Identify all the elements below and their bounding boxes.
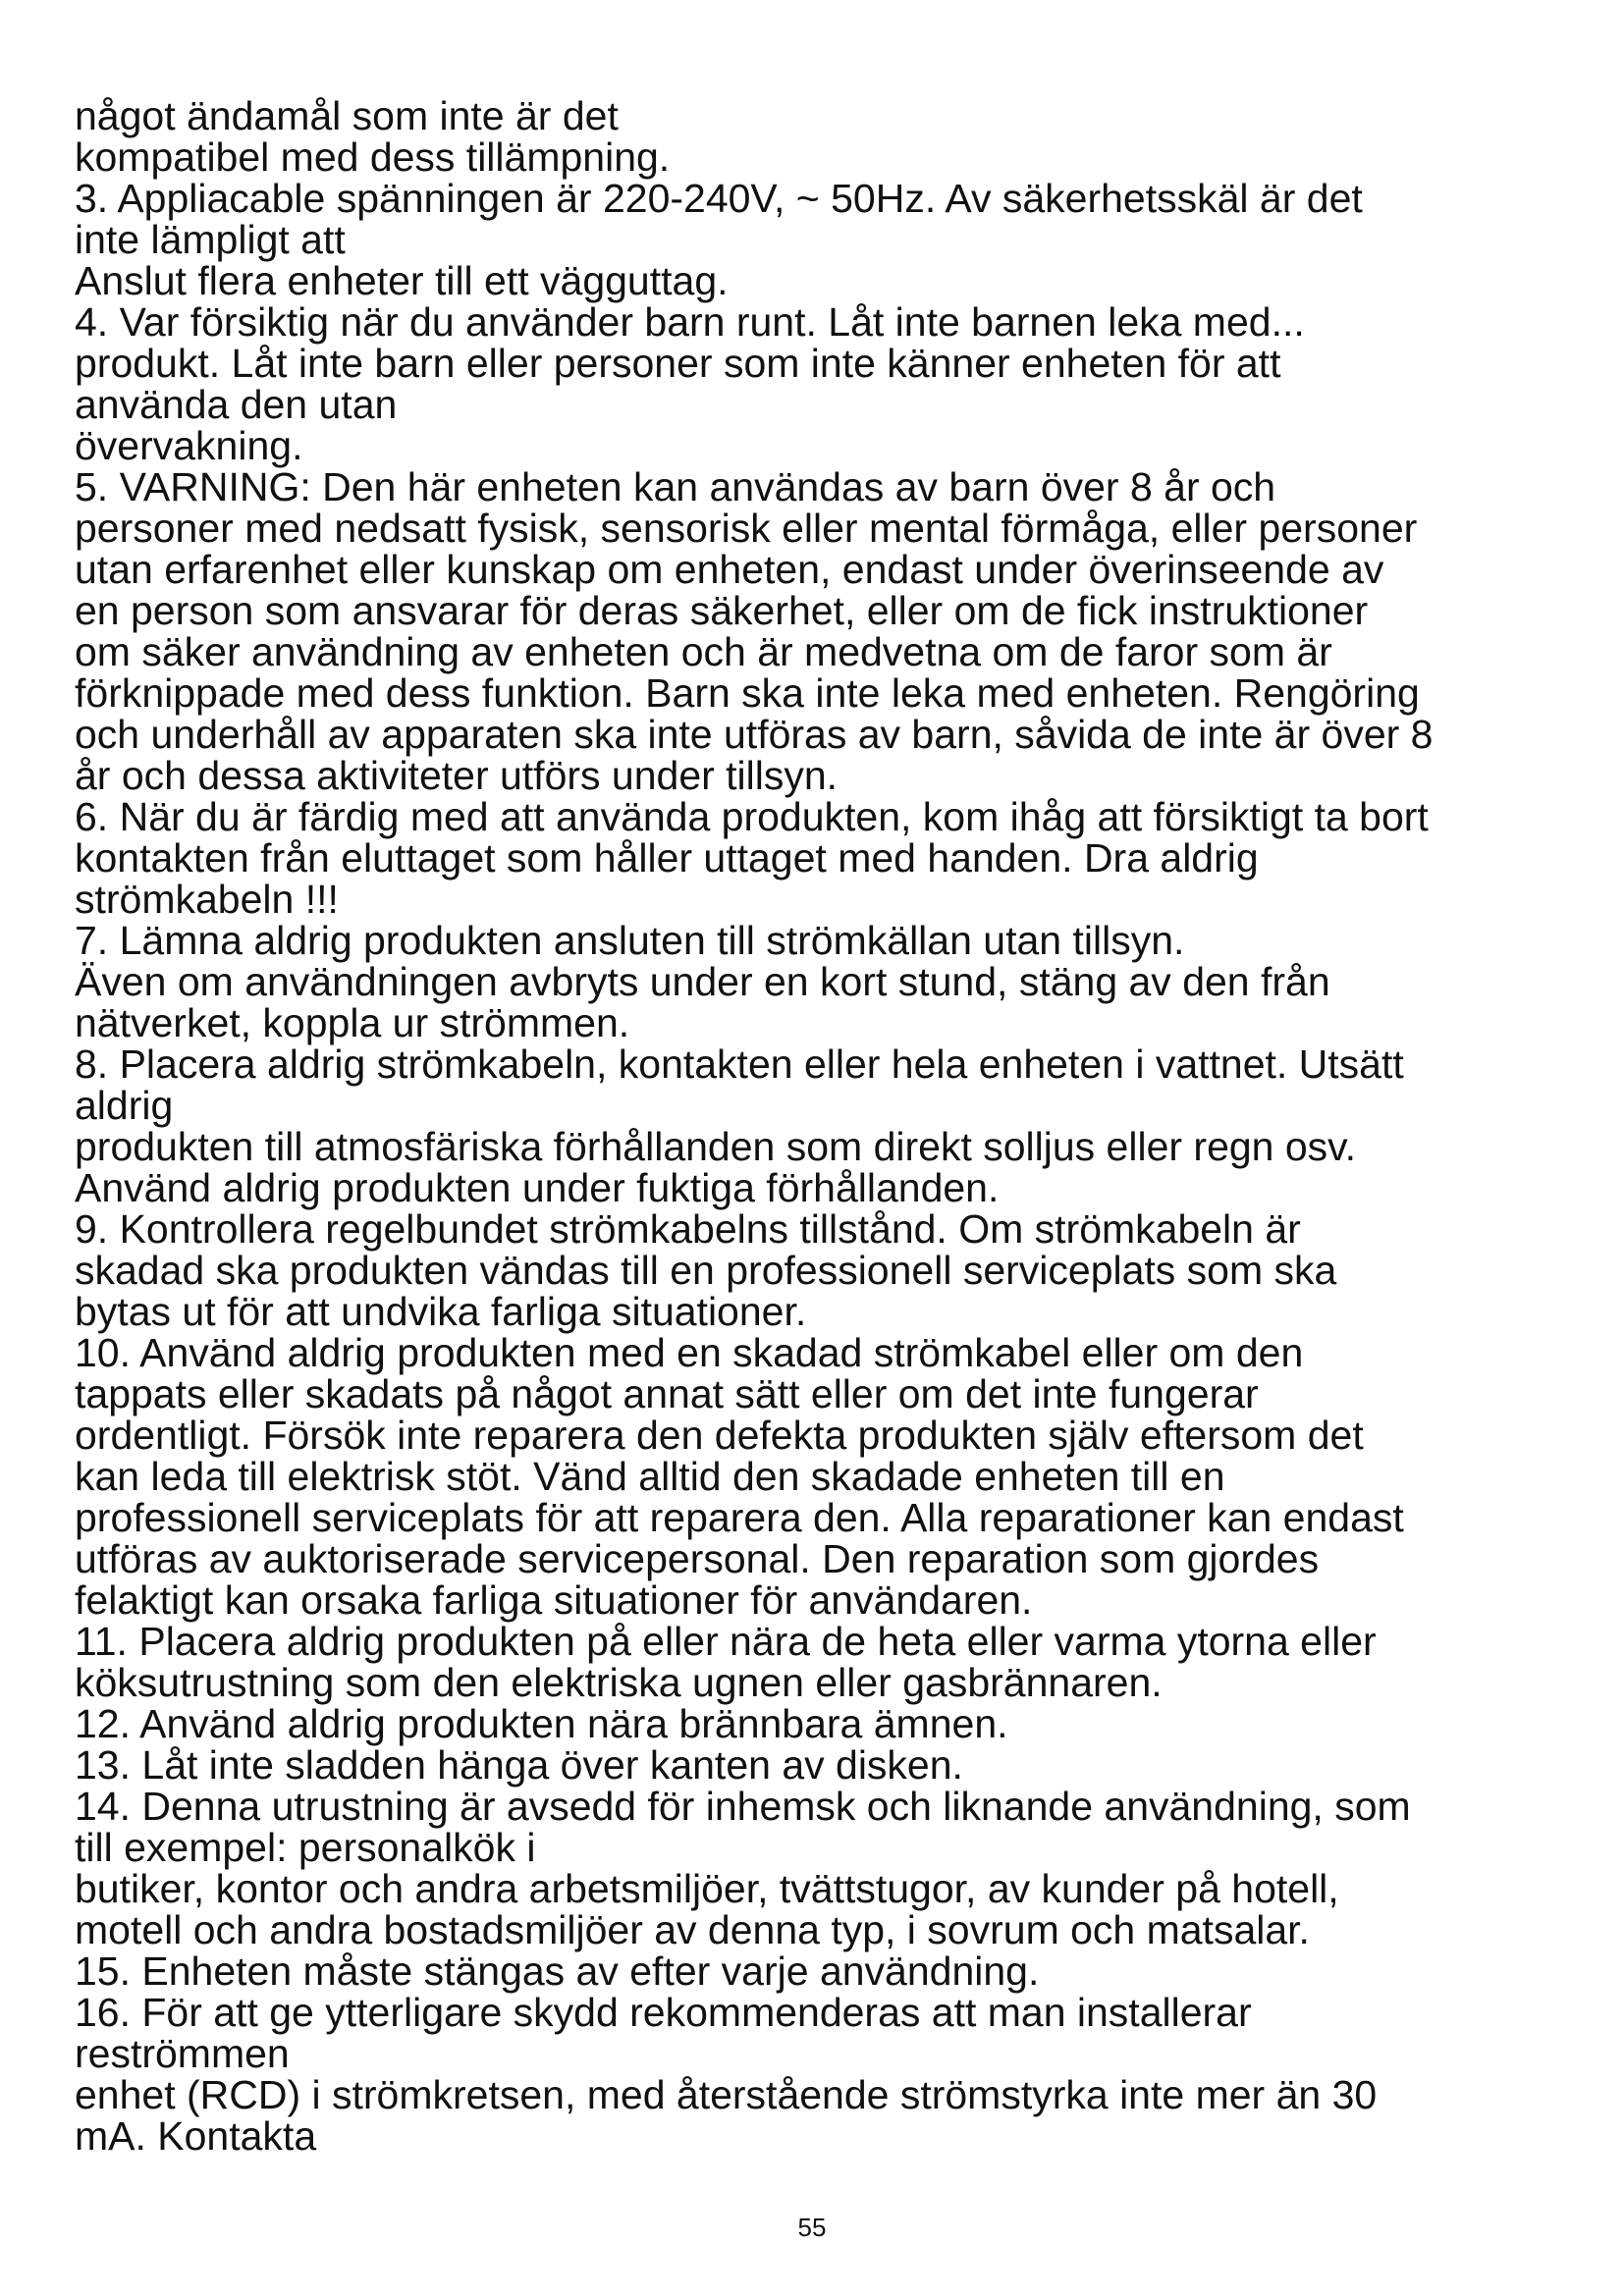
text-line: butiker, kontor och andra arbetsmiljöer, tvättstugor, av kunder på hotell, xyxy=(75,1866,1339,1911)
text-line: strömkabeln !!! xyxy=(75,877,339,922)
text-line: 16. För att ge ytterligare skydd rekommenderas att man installerar xyxy=(75,1990,1252,2035)
text-line: Även om användningen avbryts under en kort stund, stäng av den från xyxy=(75,959,1330,1004)
text-line: 15. Enheten måste stängas av efter varje användning. xyxy=(75,1949,1040,1994)
text-line: produkt. Låt inte barn eller personer som inte känner enheten för att xyxy=(75,341,1281,386)
text-line: använda den utan xyxy=(75,382,398,427)
text-line: 10. Använd aldrig produkten med en skadad strömkabel eller om den xyxy=(75,1330,1304,1375)
text-line: och underhåll av apparaten ska inte utföras av barn, såvida de inte är över 8 xyxy=(75,712,1434,757)
text-line: 14. Denna utrustning är avsedd för inhemsk och liknande användning, som xyxy=(75,1784,1411,1829)
text-line: reströmmen xyxy=(75,2031,290,2076)
text-line: 5. VARNING: Den här enheten kan användas av barn över 8 år och xyxy=(75,464,1276,509)
text-line: 7. Lämna aldrig produkten ansluten till strömkällan utan tillsyn. xyxy=(75,918,1185,963)
text-line: bytas ut för att undvika farliga situationer. xyxy=(75,1289,807,1334)
text-line: felaktigt kan orsaka farliga situationer för användaren. xyxy=(75,1577,1033,1623)
text-line: kontakten från eluttaget som håller uttaget med handen. Dra aldrig xyxy=(75,835,1259,881)
text-line: 8. Placera aldrig strömkabeln, kontakten eller hela enheten i vattnet. Utsätt xyxy=(75,1041,1404,1087)
text-line: kompatibel med dess tillämpning. xyxy=(75,134,671,180)
text-line: nätverket, koppla ur strömmen. xyxy=(75,1000,630,1045)
text-line: något ändamål som inte är det xyxy=(75,93,619,138)
text-line: professionell serviceplats för att reparera den. Alla reparationer kan endast xyxy=(75,1495,1404,1540)
text-line: 4. Var försiktig när du använder barn runt. Låt inte barnen leka med... xyxy=(75,299,1305,345)
text-line: utföras av auktoriserade servicepersonal. Den reparation som gjordes xyxy=(75,1536,1320,1581)
text-line: personer med nedsatt fysisk, sensorisk eller mental förmåga, eller personer xyxy=(75,506,1418,551)
text-line: skadad ska produkten vändas till en professionell serviceplats som ska xyxy=(75,1248,1337,1293)
text-line: om säker användning av enheten och är medvetna om de faror som är xyxy=(75,629,1332,674)
text-line: motell och andra bostadsmiljöer av denna typ, i sovrum och matsalar. xyxy=(75,1907,1310,1952)
text-line: år och dessa aktiviteter utförs under tillsyn. xyxy=(75,753,839,798)
text-line: övervakning. xyxy=(75,423,303,468)
text-line: kan leda till elektrisk stöt. Vänd alltid den skadade enheten till en xyxy=(75,1454,1225,1499)
text-line: tappats eller skadats på något annat sätt eller om det inte fungerar xyxy=(75,1371,1259,1416)
text-line: 12. Använd aldrig produkten nära brännbara ämnen. xyxy=(75,1701,1008,1746)
text-line: 3. Appliacable spänningen är 220-240V, ~ 50Hz. Av säkerhetsskäl är det xyxy=(75,176,1363,221)
text-line: inte lämpligt att xyxy=(75,217,346,262)
text-line: 6. När du är färdig med att använda produkten, kom ihåg att försiktigt ta bort xyxy=(75,794,1429,839)
text-line: mA. Kontakta xyxy=(75,2113,317,2159)
text-line: köksutrustning som den elektriska ugnen eller gasbrännaren. xyxy=(75,1660,1163,1705)
text-line: enhet (RCD) i strömkretsen, med återstående strömstyrka inte mer än 30 xyxy=(75,2072,1378,2117)
text-line: 11. Placera aldrig produkten på eller nära de heta eller varma ytorna eller xyxy=(75,1619,1377,1664)
page-number: 55 xyxy=(797,2213,827,2242)
text-line: aldrig xyxy=(75,1083,174,1128)
manual-text-block xyxy=(75,95,1587,2157)
text-line: Anslut flera enheter till ett vägguttag. xyxy=(75,258,729,303)
text-line: ordentligt. Försök inte reparera den defekta produkten själv eftersom det xyxy=(75,1413,1364,1458)
text-line: en person som ansvarar för deras säkerhet, eller om de fick instruktioner xyxy=(75,588,1369,633)
text-line: utan erfarenhet eller kunskap om enheten, endast under överinseende av xyxy=(75,547,1384,592)
text-line: till exempel: personalkök i xyxy=(75,1825,536,1870)
text-line: Använd aldrig produkten under fuktiga förhållanden. xyxy=(75,1165,1000,1210)
text-line: 9. Kontrollera regelbundet strömkabelns tillstånd. Om strömkabeln är xyxy=(75,1206,1301,1252)
text-line: produkten till atmosfäriska förhållanden som direkt solljus eller regn osv. xyxy=(75,1124,1357,1169)
text-line: 13. Låt inte sladden hänga över kanten av disken. xyxy=(75,1742,963,1788)
text-line: förknippade med dess funktion. Barn ska inte leka med enheten. Rengöring xyxy=(75,670,1420,716)
